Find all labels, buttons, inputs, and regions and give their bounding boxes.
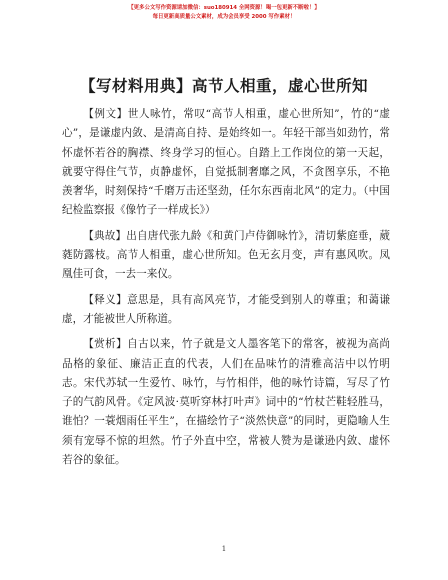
page-number: 1 [221,545,227,553]
promo-header-line-2: 每日更新高质量公文素材，成为会员享受 2000 写作素材！ [152,14,296,20]
paragraph-appreciation: 【赏析】自古以来，竹子就是文人墨客笔下的常客，被视为高尚品格的象征、廉洁正直的代表，人们在品味竹的清雅高洁中以竹明志。宋代苏轼一生爱竹、咏竹，与竹相伴，他的咏竹诗篇，写尽了竹子的气韵风骨。《定风波·莫听穿林打叶声》词中的“竹杖芒鞋轻胜马，谁怕？一蓑烟雨任平生”，在描绘竹子“淡然快意”的同时，更隐喻人生须有宠辱不惊的坦然。竹子外直中空，常被人赞为是谦逊内敛、虚怀若谷的象征。 [62,338,390,467]
promo-header-line-1: 【更多公文写作资源请加微信：suo180914 全网资源！喝一包更新不断啦！】 [128,5,320,11]
paragraph-interpretation: 【释义】意思是，具有高风亮节，才能受到别人的尊重；和蔼谦虚，才能被世人所称道。 [62,293,390,325]
document-body [62,105,390,476]
promo-header [0,4,448,22]
paragraph-allusion: 【典故】出自唐代张九龄《和黄门卢侍御咏竹》，清切紫庭垂，葳蕤防露枝。高节人相重，虚心世所知。色无玄月变，声有惠风吹。凤凰佳可食，一去一来仪。 [62,229,390,281]
paragraph-example: 【例文】世人咏竹，常叹“高节人相重，虚心世所知”，竹的“虚心”，是谦虚内敛、是清高自持、是始终如一。年轻干部当如劲竹，常怀虚怀若谷的胸襟、终身学习的恒心。自踏上工作岗位的第一天起，就要守得住气节，贞静虚怀，自觉抵制奢靡之风，不贪图享乐，不艳羡奢华，时刻保持“千磨万击还坚劲，任尔东西南北风”的定力。（中国纪检监察报《像竹子一样成长》） [62,108,390,217]
document-title: 【写材料用典】高节人相重，虚心世所知 [79,76,368,95]
